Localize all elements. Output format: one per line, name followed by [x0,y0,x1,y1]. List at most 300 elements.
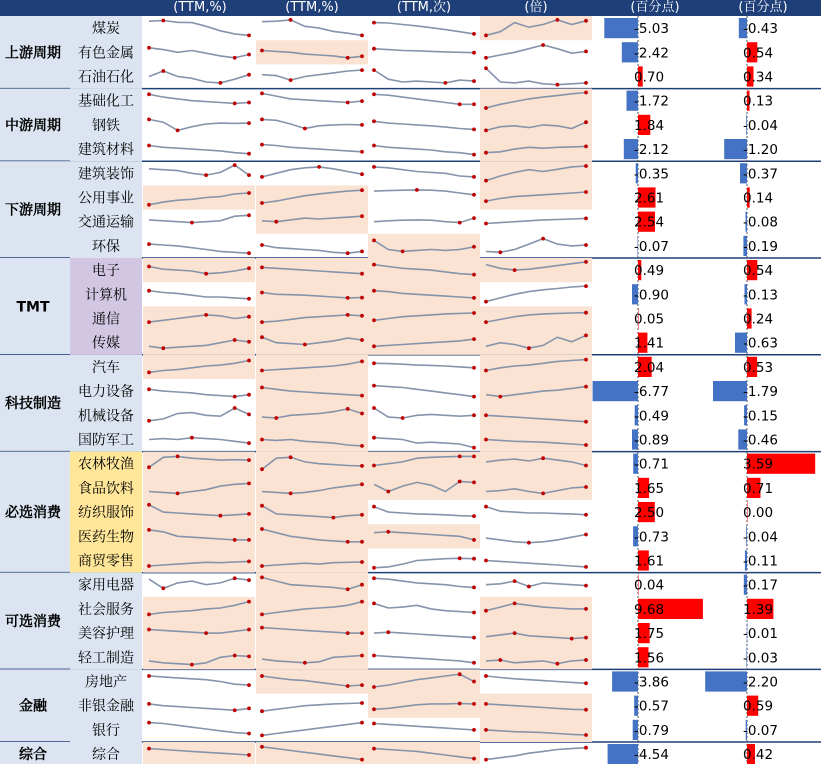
shaded-cell [143,452,255,476]
col6-label: -0.37 [743,166,778,183]
col5-label: -0.71 [634,456,669,473]
sparkline [149,408,249,421]
col6-label: 0.54 [743,45,774,62]
col6-label: 0.00 [743,505,774,522]
sparkline-marker [233,708,237,712]
sparkline-marker [556,83,560,87]
sparkline-marker [360,540,364,544]
sparkline-marker [233,538,237,542]
shaded-cell [143,185,255,209]
col5-label: -5.03 [634,21,669,38]
sparkline-marker [233,163,237,167]
sparkline-marker [360,583,364,587]
col6-label: -0.43 [743,21,778,38]
sparkline-marker [458,102,462,106]
group-label: 中游周期 [5,117,61,134]
sparkline [374,603,474,612]
sparkline-marker [584,485,588,489]
sparkline-marker [147,144,151,148]
sparkline-marker [332,516,336,520]
sparkline [149,215,249,222]
sparkline-marker [289,455,293,459]
shaded-cell [143,645,255,669]
sparkline [262,145,362,152]
sparkline-marker [472,538,476,542]
header-label: (TTM,次) [396,0,452,15]
group-label: 金融 [19,698,47,715]
sparkline-marker [372,566,376,570]
sparkline-marker [513,579,517,583]
sparkline-marker [360,631,364,635]
sparkline-marker [233,576,237,580]
sparkline-marker [584,513,588,517]
sparkline-marker [219,81,223,85]
shaded-cell [480,113,592,137]
industry-label: 国防军工 [78,432,134,449]
sparkline-marker [472,757,476,761]
shaded-cell [143,500,255,524]
sparkline-marker [472,51,476,55]
sparkline-marker [204,313,208,317]
sparkline-marker [360,360,364,364]
shaded-cell [480,306,592,330]
sparkline-marker [584,145,588,149]
sparkline-marker [484,413,488,417]
sparkline-marker [527,585,531,589]
sparkline-marker [147,118,151,122]
industry-label: 建筑材料 [78,142,134,159]
sparkline-marker [289,492,293,496]
sparkline-marker [360,513,364,517]
sparkline-marker [260,504,264,508]
sparkline-marker [584,243,588,247]
sparkline-marker [584,81,588,85]
sparkline-marker [147,747,151,751]
shaded-cell [256,379,368,403]
sparkline-marker [472,153,476,157]
sparkline-marker [147,46,151,50]
sparkline-marker [372,165,376,169]
sparkline [486,68,586,84]
sparkline-marker [161,586,165,590]
col6-label: -1.20 [743,142,778,159]
sparkline-marker [247,732,251,736]
sparkline-marker [584,733,588,737]
sparkline-marker [176,129,180,133]
industry-label: 轻工制造 [78,650,134,667]
sparkline-marker [360,560,364,564]
shaded-cell [480,331,592,355]
sparkline-marker [472,102,476,106]
sparkline-marker [260,335,264,339]
sparkline-marker [472,193,476,197]
sparkline-marker [444,81,448,85]
group-label: 综合 [19,747,47,764]
sparkline-marker [147,465,151,469]
sparkline-marker [584,358,588,362]
industry-label: 家用电器 [78,577,134,594]
sparkline-marker [372,707,376,711]
sparkline-marker [372,239,376,243]
sparkline-marker [484,151,488,155]
sparkline-marker [247,512,251,516]
industry-label: 钢铁 [92,117,120,134]
col6-label: 0.54 [743,263,774,280]
col5-label: -6.77 [634,384,669,401]
col5-label: -1.72 [634,93,669,110]
industry-label: 医药生物 [78,529,134,546]
sparkline-marker [360,296,364,300]
sparkline-marker [570,637,574,641]
sparkline-marker [247,173,251,177]
sparkline-marker [484,34,488,38]
col5-label: 2.50 [634,505,665,522]
sparkline-marker [346,251,350,255]
sparkline-marker [303,343,307,347]
sparkline-marker [584,385,588,389]
sparkline [149,119,249,130]
sparkline-marker [458,221,462,225]
shaded-cell [480,137,592,161]
shaded-cell [480,694,592,718]
sparkline-marker [360,758,364,762]
shaded-cell [480,185,592,209]
col6-label: -0.15 [743,408,778,425]
sparkline-marker [472,413,476,417]
col6-label: -2.20 [743,674,778,691]
sparkline-marker [527,541,531,545]
shaded-cell [256,185,368,209]
sparkline-marker [472,216,476,220]
sparkline-marker [584,533,588,537]
sparkline-marker [147,320,151,324]
industry-column [70,16,142,764]
sparkline-marker [247,315,251,319]
sparkline-marker [260,745,264,749]
sparkline-marker [484,300,488,304]
sparkline-marker [247,441,251,445]
sparkline-marker [161,69,165,73]
sparkline-marker [472,273,476,277]
header-label: (百分点) [738,0,788,15]
group-label: TMT [16,299,50,316]
sparkline [149,723,249,734]
sparkline-marker [260,369,264,373]
industry-label: 基础化工 [78,93,134,110]
col5-label: -3.86 [634,674,669,691]
sparkline [374,23,474,34]
sparkline-marker [247,152,251,156]
sparkline-marker [260,175,264,179]
sparkline-marker [584,260,588,264]
sparkline-marker [346,56,350,60]
sparkline-marker [260,564,264,568]
industry-label: 传媒 [92,335,120,352]
shaded-cell [480,621,592,645]
sparkline [374,408,474,418]
industry-label: 计算机 [85,287,127,304]
sparkline-marker [360,34,364,38]
col5-label: 1.75 [634,626,665,643]
shaded-cell [480,161,592,185]
group-label: 必选消费 [5,505,61,522]
sparkline-marker [219,514,223,518]
sparkline-marker [147,721,151,725]
sparkline-marker [372,384,376,388]
shaded-cell [256,524,368,548]
col5-label: 2.54 [634,214,665,231]
sparkline [486,748,586,760]
col6-label: -0.03 [743,650,778,667]
industry-label: 电力设备 [78,384,134,401]
header-label: (倍) [524,0,548,15]
sparkline-marker [360,683,364,687]
col6-label: -0.13 [743,287,778,304]
sparkline-marker [247,101,251,105]
sparkline-marker [346,101,350,105]
sparkline-marker [484,106,488,110]
sparkline-marker [360,721,364,725]
sparkline-marker [247,413,251,417]
sparkline-marker [360,150,364,154]
sparkline-marker [346,631,350,635]
sparkline [149,676,249,685]
sparkline-marker [233,654,237,658]
shaded-cell [480,258,592,282]
sparkline-marker [584,708,588,712]
sparkline-marker [260,734,264,738]
industry-label: 银行 [92,722,120,739]
shaded-cell [480,379,592,403]
shaded-cell [256,645,368,669]
col6-label: -0.07 [743,722,778,739]
sparkline [374,578,474,587]
sparkline-marker [204,173,208,177]
sparkline [262,119,362,128]
shaded-cell [256,548,368,572]
sparkline [486,507,586,515]
sparkline-marker [247,53,251,57]
col6-label: 0.24 [743,311,774,328]
sparkline-marker [372,21,376,25]
sparkline-marker [360,464,364,468]
sparkline-marker [484,758,488,762]
sparkline-marker [247,458,251,462]
sparkline [486,581,586,586]
sparkline-marker [584,565,588,569]
sparkline-marker [472,395,476,399]
sparkline-marker [247,578,251,582]
sparkline-marker [346,587,350,591]
col5-label: 1.65 [634,480,665,497]
col6-label: -0.19 [743,238,778,255]
col5-label: 0.49 [634,263,665,280]
sparkline-marker [541,492,545,496]
sparkline-marker [472,680,476,684]
sparkline-marker [372,119,376,123]
sparkline [374,190,474,195]
col5-label: 9.68 [634,601,665,618]
col5-bar [604,18,638,38]
shaded-cell [480,16,592,40]
sparkline-marker [260,527,264,531]
sparkline-marker [190,663,194,667]
sparkline-marker [372,289,376,293]
sparkline-marker [147,419,151,423]
sparkline-marker [584,584,588,588]
shaded-cell [143,524,255,548]
sparkline-marker [247,538,251,542]
industry-label: 有色金属 [78,45,134,62]
sparkline-marker [472,175,476,179]
sparkline-marker [360,482,364,486]
sparkline-marker [247,359,251,363]
industry-label: 电子 [92,263,120,280]
industry-label: 石油石化 [78,69,134,86]
sparkline-marker [247,251,251,255]
sparkline-marker [247,628,251,632]
sparkline [374,386,474,397]
sparkline-marker [472,557,476,561]
sparkline-marker [584,746,588,750]
sparkline-marker [360,54,364,58]
col5-label: -0.35 [634,166,669,183]
col6-label: 0.34 [743,69,774,86]
industry-label: 社会服务 [78,601,134,618]
sparkline-marker [472,79,476,83]
sparkline-marker [472,702,476,706]
sparkline [374,724,474,730]
sparkline-marker [484,369,488,373]
sparkline-marker [584,443,588,447]
col6-label: -0.01 [743,626,778,643]
sparkline-marker [498,395,502,399]
sparkline-marker [233,395,237,399]
sparkline-marker [289,78,293,82]
sparkline-marker [584,311,588,315]
sparkline-marker [360,338,364,342]
sparkline-marker [386,530,390,534]
shaded-cell [368,669,480,693]
sparkline-marker [472,127,476,131]
sparkline-marker [360,272,364,276]
sparkline-marker [458,702,462,706]
col5-label: 1.61 [634,553,665,570]
sparkline-marker [247,600,251,604]
header-label: (百分点) [630,0,680,15]
sparkline [149,71,249,83]
sparkline [149,438,249,443]
sparkline [486,286,586,302]
sparkline-marker [556,18,560,22]
header-row [0,0,821,16]
sparkline-marker [584,284,588,288]
industry-label: 环保 [92,238,120,255]
industry-label: 机械设备 [78,408,134,425]
sparkline-marker [360,123,364,127]
header-label: (TTM,%) [285,0,339,15]
sparkline-marker [472,661,476,665]
sparkline-marker [556,662,560,666]
sparkline-marker [372,436,376,440]
sparkline-marker [260,243,264,247]
bar-columns [593,16,816,764]
sparkline-marker [372,144,376,148]
col6-label: -0.46 [743,432,778,449]
col6-label: -0.08 [743,214,778,231]
col5-bar [593,381,638,401]
sparkline-marker [372,576,376,580]
sparkline-marker [584,636,588,640]
sparkline-marker [527,346,531,350]
sparkline-marker [233,102,237,106]
sparkline-marker [498,250,502,254]
col6-label: 3.59 [743,456,774,473]
sparkline [486,239,586,253]
sparkline-marker [360,172,364,176]
sparkline-marker [484,609,488,613]
sparkline-marker [346,313,350,317]
sparkline-marker [498,658,502,662]
sparkline-marker [176,455,180,459]
industry-label: 交通运输 [78,214,134,231]
shaded-cell [368,476,480,500]
col6-label: 0.59 [743,698,774,715]
sparkline-marker [513,631,517,635]
sparkline [374,167,474,177]
sparkline-marker [147,613,151,617]
col6-label: -1.79 [743,384,778,401]
sparkline-marker [247,655,251,659]
sparkline [262,167,362,177]
sparkline-marker [372,406,376,410]
sparkline [486,676,586,683]
sparkline-marker [472,586,476,590]
shaded-cell [368,694,480,718]
sparkline-marker [147,371,151,375]
sparkline-marker [147,203,151,207]
sparkline-marker [247,707,251,711]
col6-label: -0.04 [743,117,778,134]
sparkline-marker [472,728,476,732]
sparkline-marker [233,406,237,410]
col5-label: 0.70 [634,69,665,86]
sparkline-marker [513,602,517,606]
sparkline-marker [247,683,251,687]
sparkline-marker [584,681,588,685]
sparkline-marker [584,334,588,338]
col5-label: -0.49 [634,408,669,425]
shaded-cell [143,597,255,621]
sparkline-marker [458,455,462,459]
industry-label: 农林牧渔 [78,456,134,473]
sparkline-marker [346,296,350,300]
sparkline-marker [360,99,364,103]
sparkline-marker [360,314,364,318]
sparkline-marker [247,266,251,270]
sparkline-marker [541,456,545,460]
sparkline-marker [247,297,251,301]
sparkline-marker [303,661,307,665]
sparkline-marker [484,728,488,732]
sparkline-marker [584,19,588,23]
sparkline-marker [584,607,588,611]
shaded-cell [143,548,255,572]
col6-label: -0.17 [743,577,778,594]
sparkline-marker [584,91,588,95]
sparkline-marker [484,199,488,203]
sparkline [149,244,249,253]
